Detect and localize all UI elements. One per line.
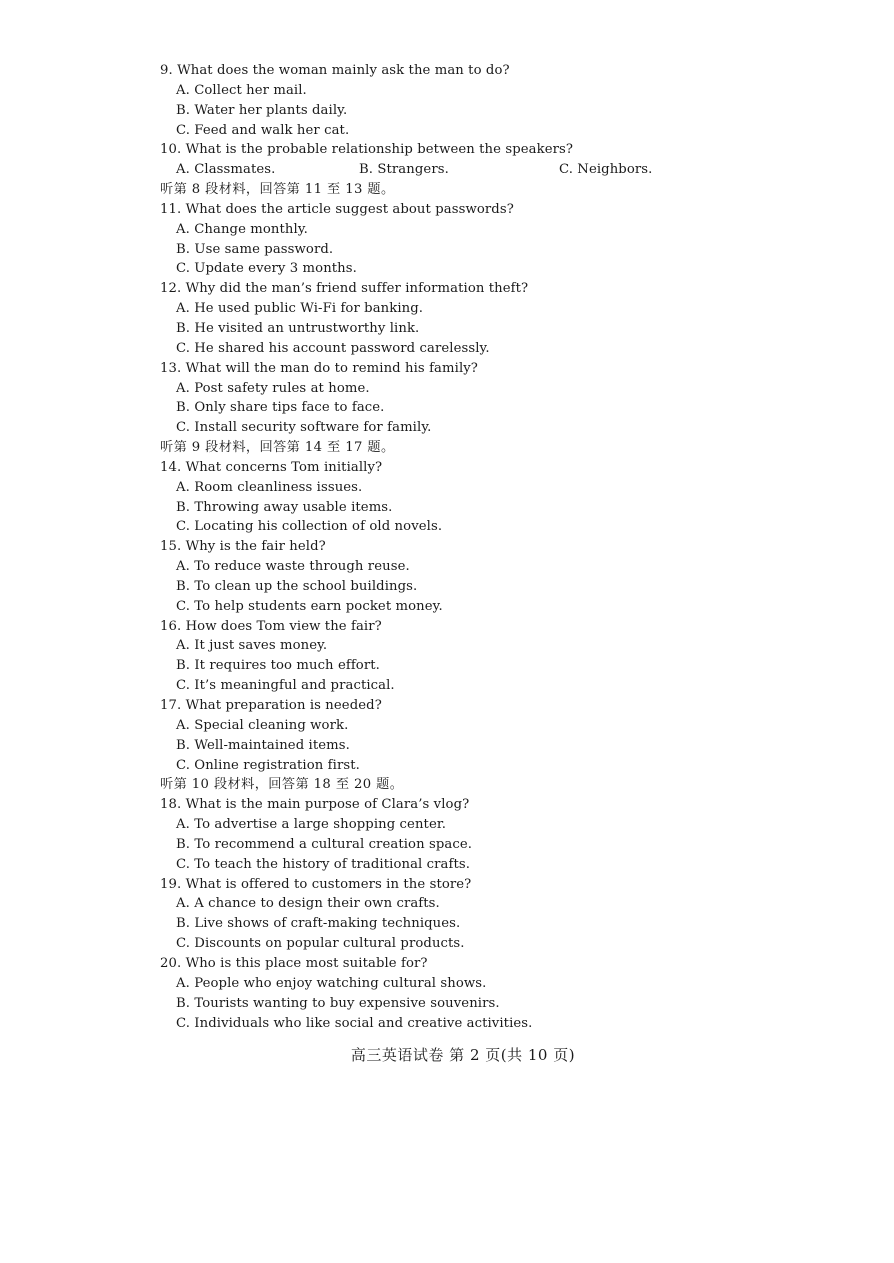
answer-option: A. Collect her mail. — [176, 82, 307, 98]
answer-option: B. It requires too much effort. — [176, 658, 380, 674]
question-stem: 10. What is the probable relationship between the speakers? — [160, 142, 574, 158]
answer-option: B. Water her plants daily. — [176, 102, 348, 118]
section-instruction: 听第 9 段材料，回答第 14 至 17 题。 — [160, 440, 395, 456]
answer-option: A. Special cleaning work. — [176, 717, 349, 733]
answer-option: A. To reduce waste through reuse. — [176, 559, 410, 575]
answer-option: A. People who enjoy watching cultural shows. — [176, 975, 487, 991]
question-stem: 20. Who is this place most suitable for? — [160, 955, 428, 971]
question-stem: 16. How does Tom view the fair? — [160, 618, 382, 634]
section-instruction: 听第 10 段材料，回答第 18 至 20 题。 — [160, 777, 404, 793]
question-stem: 19. What is offered to customers in the store? — [160, 876, 472, 892]
answer-option: B. Well-maintained items. — [176, 737, 350, 753]
question-stem: 14. What concerns Tom initially? — [160, 459, 383, 475]
question-stem: 9. What does the woman mainly ask the man to do? — [160, 63, 510, 78]
answer-option: C. To help students earn pocket money. — [176, 598, 443, 614]
option-row — [160, 160, 720, 180]
answer-option: B. Only share tips face to face. — [176, 400, 385, 416]
answer-option: B. To recommend a cultural creation space. — [176, 836, 473, 852]
answer-option: B. Use same password. — [176, 241, 334, 257]
question-stem: 12. Why did the man’s friend suffer information theft? — [160, 281, 529, 297]
question-stem: 18. What is the main purpose of Clara’s vlog? — [160, 797, 470, 813]
question-list — [160, 61, 720, 1033]
answer-option: B. To clean up the school buildings. — [176, 578, 418, 594]
answer-option: C. It’s meaningful and practical. — [176, 678, 395, 694]
answer-option: A. Room cleanliness issues. — [176, 479, 363, 495]
answer-option: C. Locating his collection of old novels. — [176, 519, 443, 535]
answer-option: B. Tourists wanting to buy expensive souvenirs. — [176, 995, 500, 1011]
answer-option: B. He visited an untrustworthy link. — [176, 320, 420, 336]
question-stem: 15. Why is the fair held? — [160, 539, 326, 555]
answer-option: B. Throwing away usable items. — [176, 499, 393, 515]
answer-option: A. He used public Wi-Fi for banking. — [176, 301, 424, 317]
answer-option: C. Online registration first. — [176, 757, 360, 773]
answer-option: C. Install security software for family. — [176, 420, 432, 436]
section-instruction: 听第 8 段材料，回答第 11 至 13 题。 — [160, 182, 395, 198]
answer-option: A. A chance to design their own crafts. — [176, 896, 440, 912]
answer-option: A. It just saves money. — [176, 638, 328, 654]
answer-option: B. Strangers. — [359, 162, 449, 178]
answer-option: C. Feed and walk her cat. — [176, 122, 350, 138]
answer-option: A. Post safety rules at home. — [176, 380, 370, 396]
page-footer: 高三英语试卷 第 2 页(共 10 页) — [350, 1046, 576, 1064]
answer-option: C. He shared his account password carelessly. — [176, 340, 490, 356]
question-stem: 11. What does the article suggest about passwords? — [160, 201, 514, 217]
answer-option: C. To teach the history of traditional crafts. — [176, 856, 471, 872]
answer-option: A. To advertise a large shopping center. — [176, 817, 447, 833]
answer-option: B. Live shows of craft-making techniques. — [176, 916, 461, 932]
question-stem: 13. What will the man do to remind his family? — [160, 360, 478, 376]
answer-option: A. Change monthly. — [176, 221, 308, 237]
answer-option: C. Discounts on popular cultural products. — [176, 936, 465, 952]
answer-option: C. Update every 3 months. — [176, 261, 357, 277]
answer-option: A. Classmates. — [176, 162, 276, 178]
answer-option: C. Individuals who like social and creative activities. — [176, 1015, 533, 1031]
answer-option: C. Neighbors. — [559, 162, 653, 178]
question-stem: 17. What preparation is needed? — [160, 698, 382, 713]
